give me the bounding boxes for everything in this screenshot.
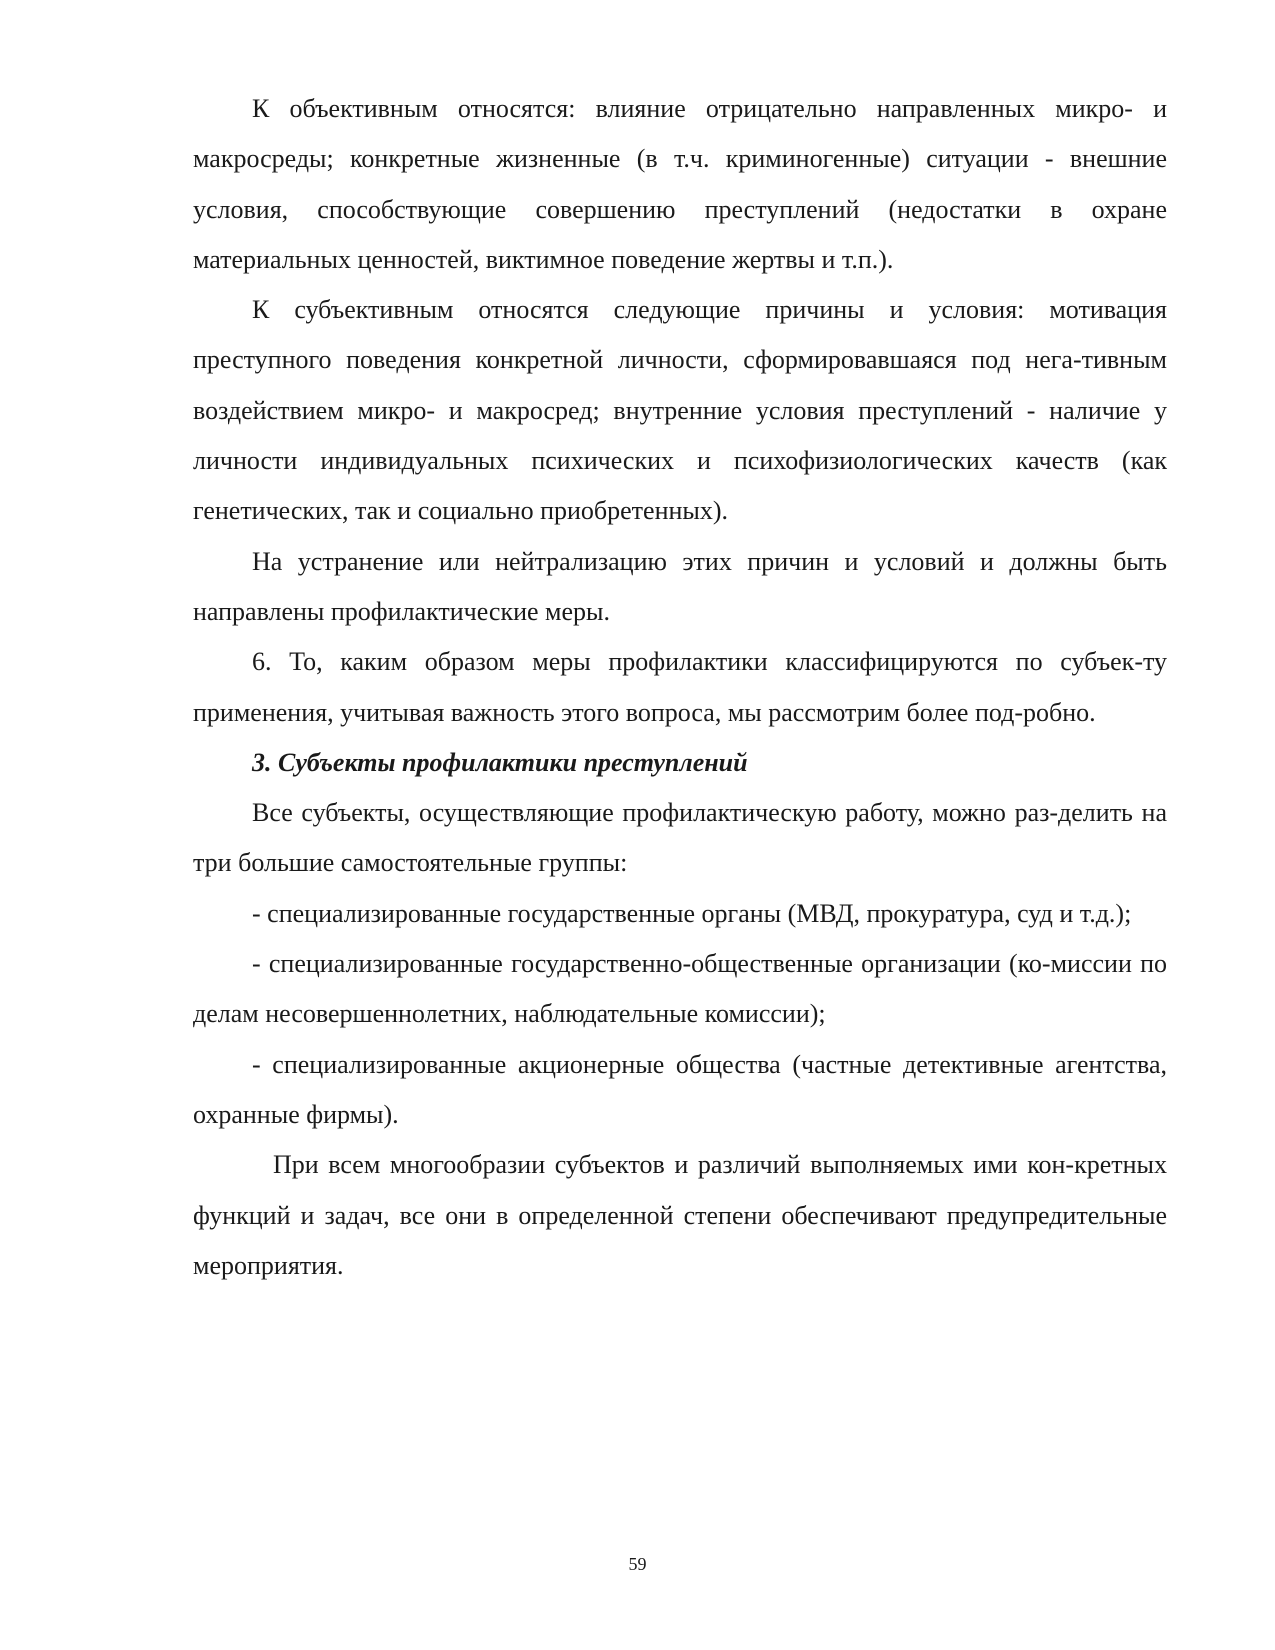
- section-heading: 3. Субъекты профилактики преступлений: [252, 747, 748, 777]
- paragraph-subjective-factors: К субъективным относятся следующие причины и условия: мотивация преступного поведения конкретной личности, сформировавшаяся под нега-тивным воздействием микро- и макросред; внутренние условия преступлений - наличие у личности индивидуальных психических и психофизиологических качеств (как генетических, так и социально приобретенных).: [193, 295, 1167, 526]
- paragraph-point-6: 6. То, каким образом меры профилактики классифицируются по субъек-ту применения, учитывая важность этого вопроса, мы рассмотрим более под-робно.: [193, 647, 1167, 727]
- list-item-state-bodies: - специализированные государственные органы (МВД, прокуратура, суд и т.д.);: [252, 898, 1132, 928]
- page-number: 59: [628, 1554, 647, 1574]
- paragraph-subjects-groups: Все субъекты, осуществляющие профилактическую работу, можно раз-делить на три большие самостоятельные группы:: [193, 798, 1167, 878]
- list-item-joint-stock-companies: - специализированные акционерные общества (частные детективные агентства, охранные фирмы).: [193, 1049, 1167, 1129]
- paragraph-objective-factors: К объективным относятся: влияние отрицательно направленных микро- и макросреды; конкретные жизненные (в т.ч. криминогенные) ситуации - внешние условия, способствующие совершению преступлений (недостатки в охране материальных ценностей, виктимное поведение жертвы и т.п.).: [193, 94, 1167, 274]
- paragraph-prevention-measures: На устранение или нейтрализацию этих причин и условий и должны быть направлены профилактические меры.: [193, 546, 1167, 626]
- paragraph-conclusion: При всем многообразии субъектов и различий выполняемых ими кон-кретных функций и задач, все они в определенной степени обеспечивают предупредительные мероприятия.: [193, 1150, 1167, 1280]
- list-item-public-organizations: - специализированные государственно-общественные организации (ко-миссии по делам несовершеннолетних, наблюдательные комиссии);: [193, 949, 1167, 1029]
- page-body: [193, 84, 1167, 1291]
